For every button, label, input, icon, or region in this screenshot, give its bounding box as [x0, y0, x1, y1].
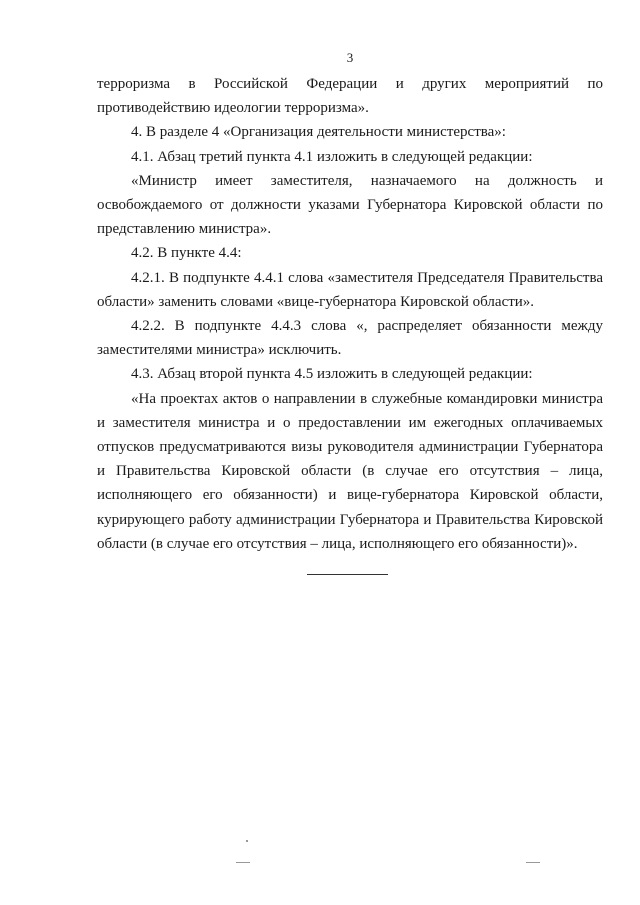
paragraph: 4.2.1. В подпункте 4.4.1 слова «заместителя Председателя Правительства области» заменить словами «вице-губернатора Кировской области».: [97, 269, 603, 310]
paragraph: 4.2.2. В подпункте 4.4.3 слова «, распределяет обязанности между заместителями министра» исключить.: [97, 318, 603, 359]
paragraph: «Министр имеет заместителя, назначаемого на должность и освобождаемого от должности указами Губернатора Кировской области по представлению министра».: [97, 172, 603, 238]
paragraph: терроризма в Российской Федерации и других мероприятий по противодействию идеологии терроризма».: [97, 76, 603, 117]
page-number: 3: [346, 50, 354, 65]
paragraph: 4.1. Абзац третий пункта 4.1 изложить в следующей редакции:: [131, 148, 533, 165]
scan-artifact: [246, 840, 248, 842]
paragraph: «На проектах актов о направлении в служебные командировки министра и заместителя министра и о предоставлении им ежегодных оплачиваемых отпусков предусматриваются визы руководителя администрации Губернатора и Правительства Кировской области (в случае его отсутствия – лица, исполняющего его обязанности) и вице-губернатора Кировской области, курирующего работу администрации Губернатора и Правительства Кировской области (в случае его отсутствия – лица, исполняющего его обязанности)».: [97, 390, 603, 552]
paragraph: 4.2. В пункте 4.4:: [131, 245, 242, 262]
document-body: [97, 72, 603, 556]
scan-artifact: [526, 862, 540, 863]
paragraph: 4. В разделе 4 «Организация деятельности министерства»:: [131, 124, 506, 141]
scan-artifact: [236, 862, 250, 863]
paragraph: 4.3. Абзац второй пункта 4.5 изложить в следующей редакции:: [131, 366, 533, 383]
closing-divider-line: [307, 574, 388, 575]
